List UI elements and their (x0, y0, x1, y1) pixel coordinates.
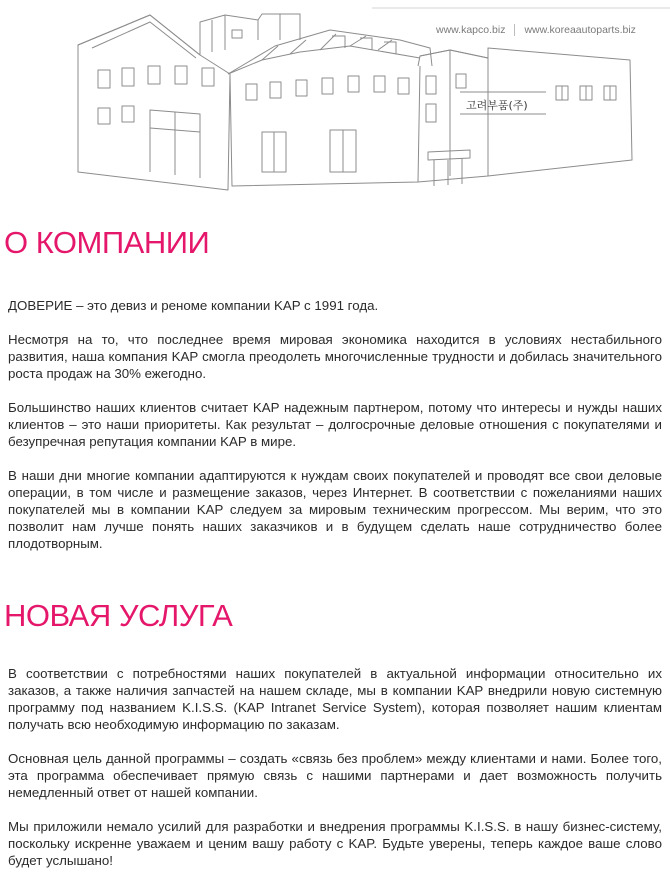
service-paragraph-1: В соответствии с потребностями наших покупателей в актуальной информации относительно их заказов, а также наличия запчастей на нашем складе, мы в компании KAP внедрили новую системную программу под названием K.I.S.S. (KAP Intranet Service System), которая позволяет нашим клиентам получать всю необходимую информацию по заказам. (8, 666, 662, 732)
kapco-link[interactable]: www.kapco.biz (436, 24, 506, 36)
koreaautoparts-link[interactable]: www.koreaautoparts.biz (524, 24, 636, 36)
new-service-title: НОВАЯ УСЛУГА (4, 598, 233, 633)
about-paragraph-4: В наши дни многие компании адаптируются к нуждам своих покупателей и проводят все свои деловые операции, в том числе и размещение заказов, через Интернет. В соответствии с пожеланиями наших покупателей мы в компании KAP следуем за мировым техническим прогрессом. Мы верим, что это позволит нам лучше понять наших заказчиков и в будущем сделать наше сотрудничество более плодотворным. (8, 468, 662, 551)
about-paragraph-3: Большинство наших клиентов считает KAP надежным партнером, потому что интересы и нужды наших клиентов – это наши приоритеты. Как результат – долгосрочные деловые отношения с покупателями и безупречная репутация компании KAP в мире. (8, 400, 662, 449)
about-paragraph-2: Несмотря на то, что последнее время мировая экономика находится в условиях нестабильного развития, наша компания KAP смогла преодолеть многочисленные трудности и добилась значительного роста продаж на 30% ежегодно. (8, 332, 662, 381)
new-service-text (8, 665, 662, 869)
about-paragraph-1: ДОВЕРИЕ – это девиз и реноме компании KAP с 1991 года. (8, 298, 379, 313)
building-sign-text: 고려부품(주) (466, 99, 528, 112)
about-title: О КОМПАНИИ (4, 225, 210, 260)
header (0, 0, 670, 200)
link-separator (514, 24, 515, 36)
service-paragraph-3: Мы приложили немало усилий для разработки и внедрения программы K.I.S.S. в нашу бизнес-систему, поскольку искренне уважаем и ценим вашу работу с KAP. Будьте уверены, теперь каждое ваше слово будет услышано! (8, 819, 662, 868)
top-links (436, 24, 636, 36)
service-paragraph-2: Основная цель данной программы – создать «связь без проблем» между клиентами и нами. Более того, эта программа обеспечивает прямую связь с нашими партнерами и дает возможность получить немедленный ответ от нашей компании. (8, 751, 662, 800)
about-text (8, 297, 662, 552)
